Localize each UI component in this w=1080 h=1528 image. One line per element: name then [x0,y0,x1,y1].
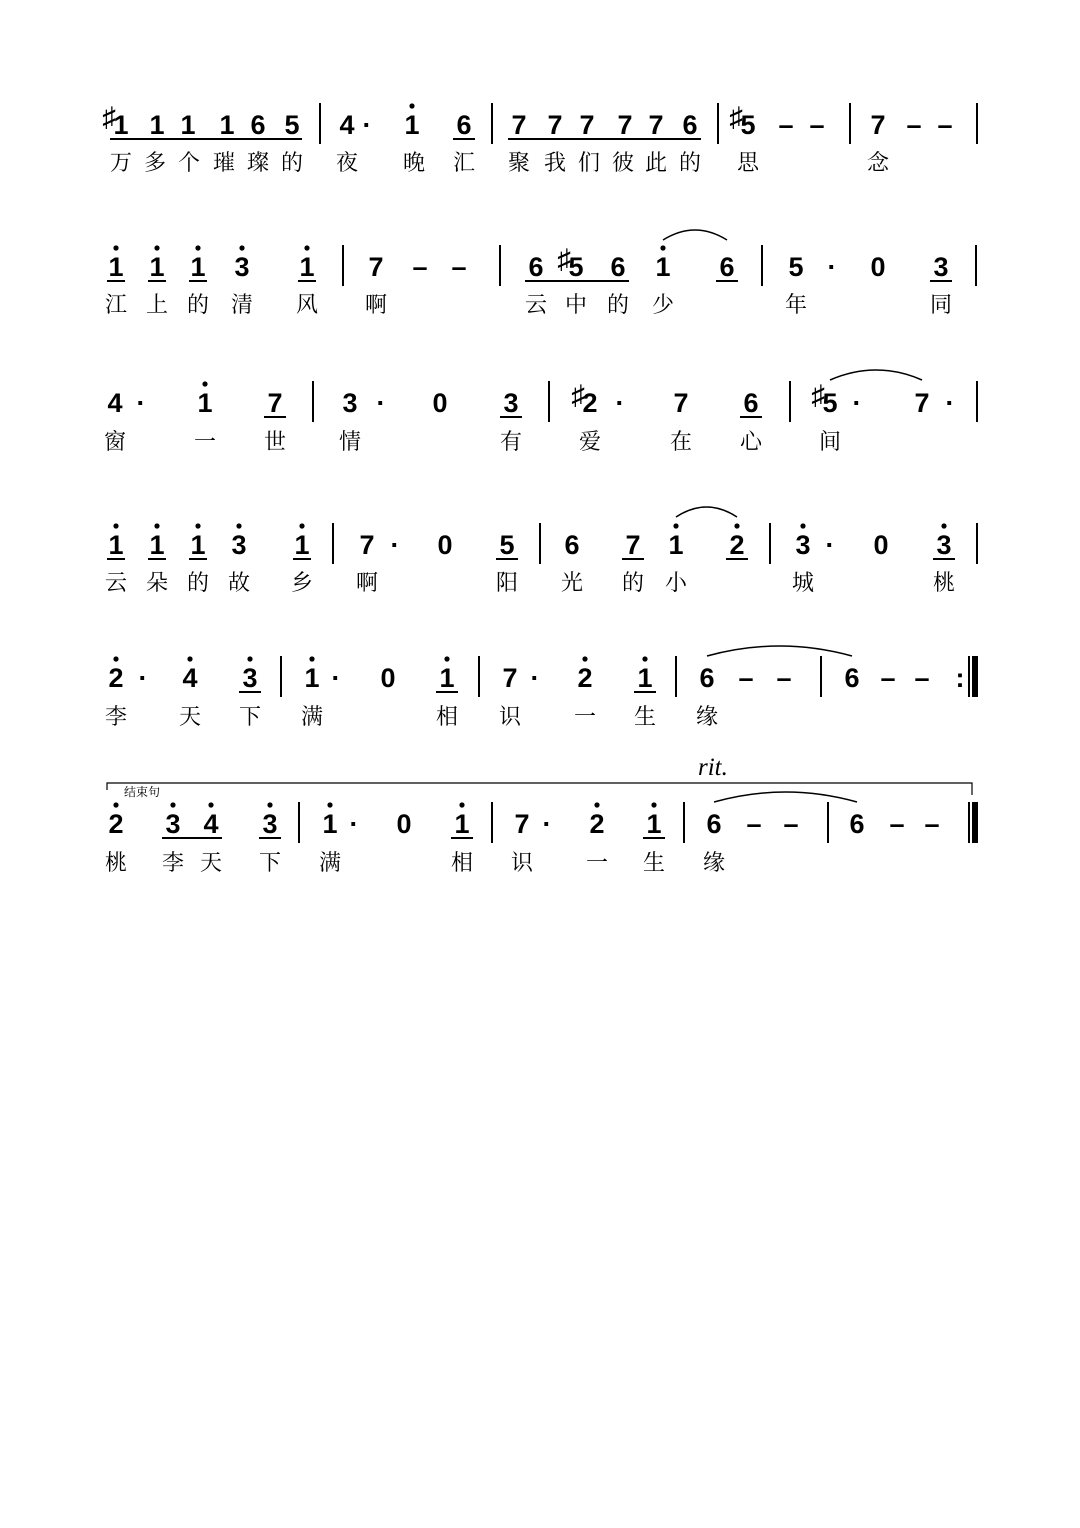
lyric: 桃 [932,571,956,596]
lyric: 多 [143,151,167,176]
octave-dot [195,245,200,250]
note: 2 [577,663,593,693]
note: 1 [197,388,213,418]
lyric: 的 [606,293,630,318]
octave-dot [154,523,159,528]
note: 0 [437,530,453,560]
octave-dot [327,802,332,807]
tie-slur [676,507,737,517]
ending-label: 结束句 [124,785,161,799]
lyric: 乡 [290,571,314,596]
note: · [945,388,955,418]
tie-slur [707,646,852,656]
lyric: 们 [577,151,601,176]
note: 6 [682,110,698,140]
note: 2 [589,809,605,839]
octave-dot [239,245,244,250]
sharp-sign: ♯ [102,102,116,132]
tempo-marking: rit. [698,754,728,781]
note: · [852,388,862,418]
note: 5 [740,110,756,140]
lyric: 云 [104,571,128,596]
note: 3 [503,388,519,418]
note: · [827,252,837,282]
note: 7 [579,110,595,140]
note: – [924,809,940,839]
tie-slur [663,230,727,240]
note: · [136,388,146,418]
score-row-6 [105,792,975,876]
note: 6 [743,388,759,418]
lyric: 生 [642,851,666,876]
octave-dot [154,245,159,250]
octave-dot [582,656,587,661]
lyric: 晚 [402,151,426,176]
octave-dot [170,802,175,807]
lyric: 窗 [103,430,127,455]
note: 6 [564,530,580,560]
octave-dot [594,802,599,807]
lyric: 中 [564,293,588,318]
octave-dot [299,523,304,528]
octave-dot [113,802,118,807]
note: · [390,530,400,560]
note: · [362,110,372,140]
note: · [138,663,148,693]
note: · [542,809,552,839]
lyric: 彼 [611,151,635,176]
lyric: 识 [498,705,522,730]
note: 7 [511,110,527,140]
note: 5 [568,252,584,282]
lyric: 爱 [578,430,602,455]
note: 0 [380,663,396,693]
octave-dot [444,656,449,661]
lyric: 世 [263,430,287,455]
lyric: 桃 [104,851,128,876]
note: · [376,388,386,418]
note: 7 [514,809,530,839]
lyric: 故 [227,571,251,596]
lyric: 有 [499,430,523,455]
note: 0 [873,530,889,560]
octave-dot [660,245,665,250]
lyric: 一 [585,851,609,876]
lyric: 缘 [702,851,726,876]
note: – [937,110,953,140]
lyric: 的 [280,151,304,176]
lyric: 啊 [355,571,379,596]
lyric: 的 [621,571,645,596]
note: 6 [699,663,715,693]
note: 1 [646,809,662,839]
note: 7 [914,388,930,418]
note: – [783,809,799,839]
lyric: 少 [651,293,675,318]
sharp-sign: ♯ [811,380,825,410]
octave-dot [247,656,252,661]
note: – [746,809,762,839]
lyric: 聚 [507,151,531,176]
tie-slur [830,370,922,380]
lyric: 天 [178,705,202,730]
octave-dot [309,656,314,661]
note: 0 [432,388,448,418]
lyric: 啊 [364,293,388,318]
octave-dot [187,656,192,661]
note: 2 [108,663,124,693]
lyric: 光 [560,571,584,596]
score-row-5 [105,646,975,730]
note: 6 [250,110,266,140]
octave-dot [195,523,200,528]
lyric: 情 [338,430,362,455]
note: 3 [262,809,278,839]
lyric: 在 [669,430,693,455]
lyric: 缘 [695,705,719,730]
note: 3 [242,663,258,693]
note: 3 [165,809,181,839]
note: 7 [359,530,375,560]
note: 5 [284,110,300,140]
note: 1 [113,110,129,140]
note: 1 [190,252,206,282]
note: 6 [844,663,860,693]
lyric: 上 [145,293,169,318]
lyric: 城 [791,571,815,596]
lyric: 同 [929,293,953,318]
octave-dot [800,523,805,528]
note: 6 [528,252,544,282]
lyric: 风 [295,293,319,318]
lyric: 夜 [335,151,359,176]
note: 5 [499,530,515,560]
lyric: 清 [230,293,254,318]
lyric: 璨 [246,151,270,176]
octave-dot [267,802,272,807]
lyric: 满 [300,705,324,730]
note: 7 [267,388,283,418]
lyric: 个 [177,151,201,176]
octave-dot [459,802,464,807]
note: 1 [454,809,470,839]
lyric: 心 [739,430,763,455]
note: 7 [368,252,384,282]
note: 2 [108,809,124,839]
note: · [530,663,540,693]
note: 4 [339,110,355,140]
note: – [889,809,905,839]
note: · [331,663,341,693]
score-row-1 [102,102,977,176]
note: 3 [933,252,949,282]
octave-dot [734,523,739,528]
note: 0 [870,252,886,282]
note: 3 [936,530,952,560]
lyric: 天 [199,851,223,876]
note: 4 [203,809,219,839]
sharp-sign: ♯ [557,244,571,274]
lyric: 此 [644,151,668,176]
note: 6 [456,110,472,140]
lyric: 生 [633,705,657,730]
note: 7 [625,530,641,560]
octave-dot [673,523,678,528]
note: 3 [231,530,247,560]
note: – [412,252,428,282]
octave-dot [651,802,656,807]
tie-slur [714,792,857,802]
note: · [615,388,625,418]
note: – [906,110,922,140]
lyric: 江 [104,293,128,318]
note: 1 [219,110,235,140]
lyric: 的 [186,293,210,318]
note: 6 [610,252,626,282]
lyric: 满 [318,851,342,876]
octave-dot [113,523,118,528]
note: – [776,663,792,693]
note: 1 [190,530,206,560]
note: – [809,110,825,140]
note: 1 [299,252,315,282]
note: 1 [668,530,684,560]
score-row-2 [105,230,976,318]
note: : [955,663,965,693]
sharp-sign: ♯ [571,380,585,410]
octave-dot [642,656,647,661]
lyric: 的 [678,151,702,176]
lyric: 阳 [495,571,519,596]
octave-dot [236,523,241,528]
note: 1 [294,530,310,560]
lyric: 小 [664,571,688,596]
octave-dot [113,656,118,661]
lyric: 相 [450,851,474,876]
note: – [738,663,754,693]
lyric: 璀 [212,151,236,176]
note: 7 [648,110,664,140]
octave-dot [409,103,414,108]
note: 7 [502,663,518,693]
note: 4 [182,663,198,693]
lyric: 念 [866,151,890,176]
lyric: 下 [238,705,262,730]
score-row-3 [104,370,977,455]
octave-dot [941,523,946,528]
note: 3 [795,530,811,560]
note: 1 [108,252,124,282]
note: – [914,663,930,693]
lyric: 思 [736,151,760,176]
octave-dot [202,381,207,386]
note: 6 [706,809,722,839]
sharp-sign: ♯ [729,102,743,132]
note: · [349,809,359,839]
note: 3 [342,388,358,418]
note: 6 [719,252,735,282]
note: 5 [822,388,838,418]
note: 1 [149,110,165,140]
note: 1 [322,809,338,839]
note: – [880,663,896,693]
lyric: 朵 [145,571,169,596]
note: 1 [149,530,165,560]
note: 6 [849,809,865,839]
lyric: 年 [784,293,808,318]
ending-bracket [107,783,972,795]
lyric: 识 [510,851,534,876]
note: 1 [404,110,420,140]
note: 7 [673,388,689,418]
note: 7 [870,110,886,140]
note: 1 [439,663,455,693]
note: 1 [149,252,165,282]
lyric: 间 [818,430,842,455]
note: 5 [788,252,804,282]
lyric: 万 [109,151,133,176]
lyric: 相 [435,705,459,730]
note: 1 [637,663,653,693]
note: 1 [655,252,671,282]
octave-dot [113,245,118,250]
lyric: 下 [258,851,282,876]
note: 0 [396,809,412,839]
lyric: 李 [161,851,185,876]
note: 1 [108,530,124,560]
lyric: 一 [573,705,597,730]
note: 7 [547,110,563,140]
note: 1 [304,663,320,693]
lyric: 的 [186,571,210,596]
lyric: 一 [193,430,217,455]
octave-dot [208,802,213,807]
note: 7 [617,110,633,140]
note: 3 [234,252,250,282]
note: 2 [582,388,598,418]
note: · [825,530,835,560]
note: – [451,252,467,282]
lyric: 我 [543,151,567,176]
note: 2 [729,530,745,560]
octave-dot [304,245,309,250]
note: – [778,110,794,140]
lyric: 汇 [452,151,476,176]
lyric: 云 [524,293,548,318]
score-row-4 [105,507,977,596]
lyric: 李 [104,705,128,730]
note: 4 [107,388,123,418]
note: 1 [180,110,196,140]
